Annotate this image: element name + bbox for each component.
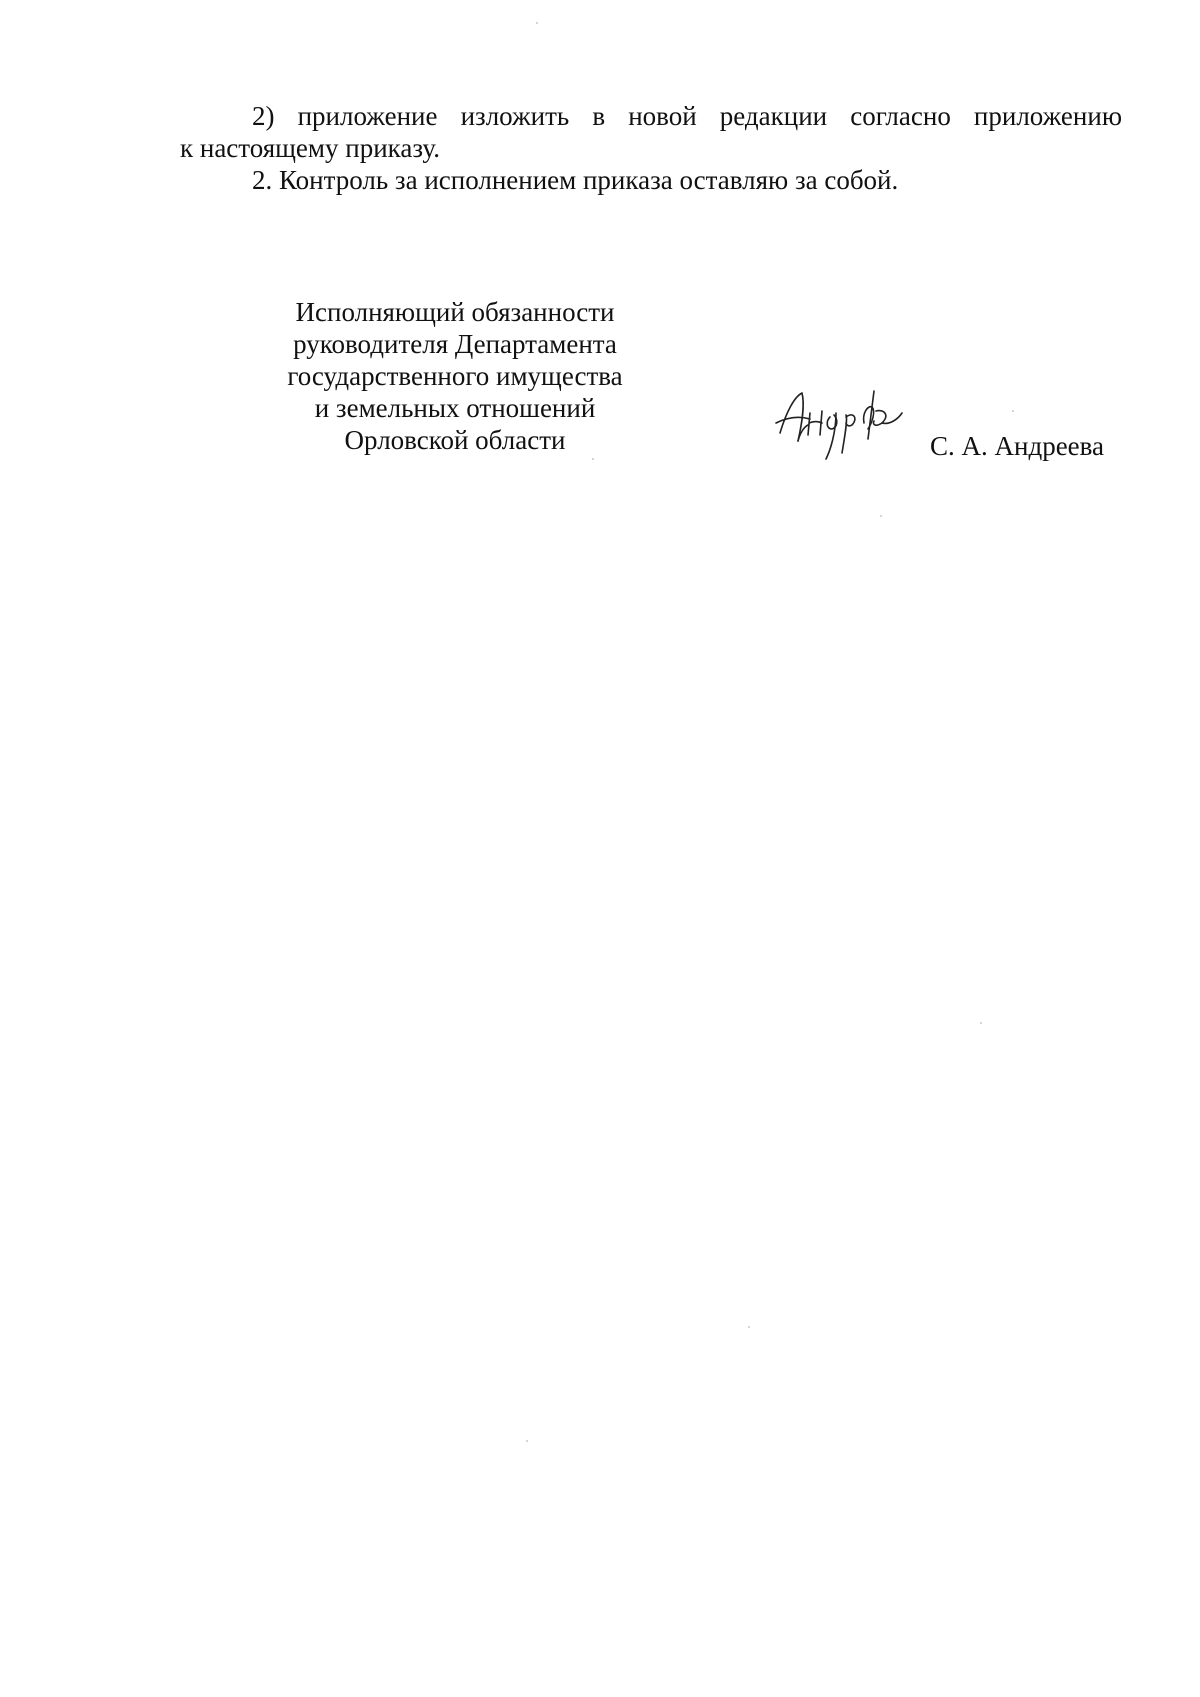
- scan-speck: [980, 1022, 982, 1024]
- document-body: [180, 100, 1122, 196]
- position-line-2: руководителя Департамента: [293, 329, 617, 359]
- scan-speck: [748, 1326, 750, 1328]
- position-line-4: и земельных отношений: [314, 393, 596, 423]
- signatory-position: [255, 296, 655, 456]
- position-line-5: Орловской области: [344, 425, 566, 455]
- paragraph-item-2-line1: 2) приложение изложить в новой редакции согласно приложению: [252, 101, 1122, 131]
- handwritten-signature: [772, 383, 917, 473]
- scan-speck: [526, 1440, 528, 1442]
- signer-name: С. А. Андреева: [930, 431, 1105, 461]
- scan-speck: [536, 22, 538, 24]
- paragraph-item-2-line2: к настоящему приказу.: [180, 133, 440, 163]
- position-line-1: Исполняющий обязанности: [295, 297, 615, 327]
- scan-speck: [592, 458, 594, 460]
- position-line-3: государственного имущества: [287, 361, 623, 391]
- scan-speck: [1012, 410, 1014, 412]
- scan-speck: [880, 515, 882, 517]
- paragraph-point-2: 2. Контроль за исполнением приказа оставляю за собой.: [252, 165, 899, 195]
